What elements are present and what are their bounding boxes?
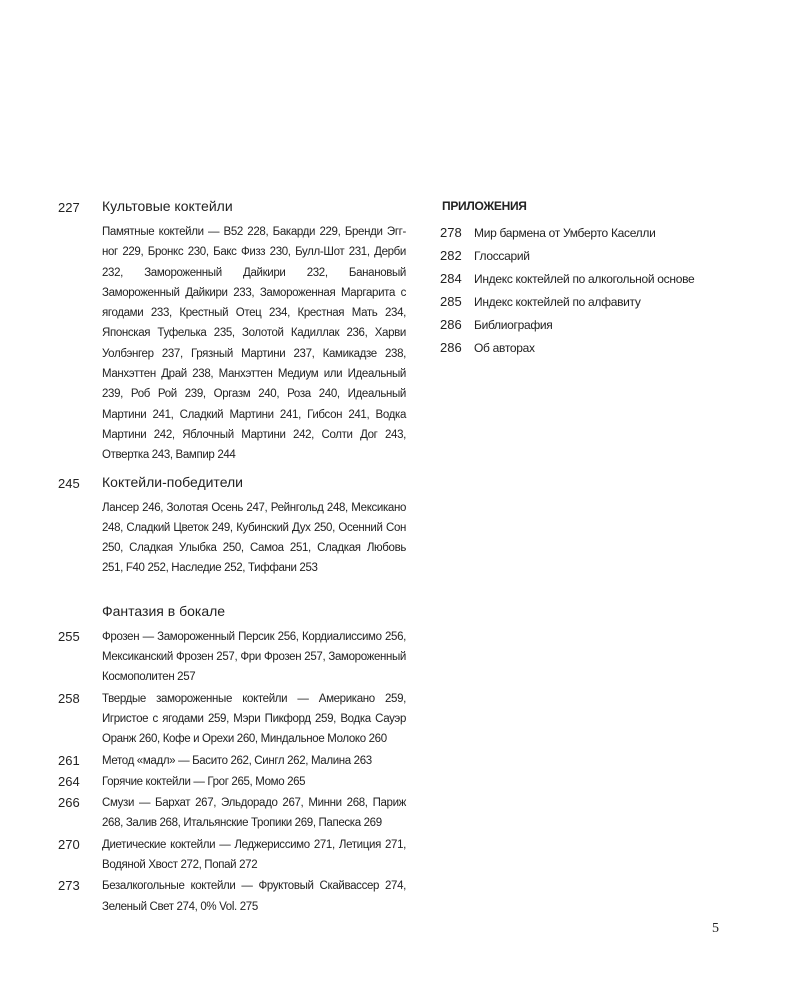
appendix-entry-text: Мир бармена от Умберто Каселли bbox=[474, 225, 656, 240]
toc-subentry bbox=[58, 751, 406, 771]
appendices-title: ПРИЛОЖЕНИЯ bbox=[442, 199, 527, 213]
toc-page-number: 286 bbox=[440, 316, 462, 332]
toc-section-cult-cocktails bbox=[58, 196, 406, 218]
toc-page-number: 261 bbox=[58, 752, 80, 768]
appendix-entry bbox=[440, 244, 760, 267]
appendix-entry-text: Об авторах bbox=[474, 340, 535, 355]
toc-page-number: 282 bbox=[440, 247, 462, 263]
toc-page-number: 227 bbox=[58, 200, 80, 215]
toc-page-number: 285 bbox=[440, 293, 462, 309]
toc-section-fantasy bbox=[58, 601, 406, 621]
toc-section-body: Лансер 246, Золотая Осень 247, Рейнгольд 248, Мексикано 248, Сладкий Цветок 249, Кубинский Дух 250, Осенний Сон 250, Сладкая Улыбка 250, Самоа 251, Сладкая Любовь 251, F40 252, Наследие 252, Тиффани 253 bbox=[102, 501, 406, 575]
toc-subentry bbox=[58, 627, 406, 688]
toc-subentry-text: Метод «мадл» — Басито 262, Сингл 262, Малина 263 bbox=[102, 754, 372, 767]
toc-subentry bbox=[58, 793, 406, 834]
appendix-entry bbox=[440, 267, 760, 290]
toc-subentry-text: Диетические коктейли — Леджериссимо 271, Летиция 271, Водяной Хвост 272, Попай 272 bbox=[102, 838, 406, 872]
toc-subentry bbox=[58, 835, 406, 876]
toc-subentry bbox=[58, 772, 406, 792]
toc-page-number: 266 bbox=[58, 795, 80, 811]
appendix-entry-text: Индекс коктейлей по алфавиту bbox=[474, 294, 641, 309]
appendix-entry-text: Индекс коктейлей по алкогольной основе bbox=[474, 271, 695, 286]
toc-subentry-text: Горячие коктейли — Грог 265, Момо 265 bbox=[102, 775, 306, 788]
toc-subentry-text: Смузи — Бархат 267, Эльдорадо 267, Минни 268, Париж 268, Залив 268, Итальянские Тропики 269, Папеска 269 bbox=[102, 797, 406, 830]
toc-page-number: 286 bbox=[440, 339, 462, 355]
toc-subentry-text: Фрозен — Замороженный Персик 256, Кордиалиссимо 256, Мексиканский Фрозен 257, Фри Фрозен 257, Замороженный Космополитен 257 bbox=[102, 630, 406, 684]
toc-page-number: 245 bbox=[58, 475, 80, 491]
toc-subentry bbox=[58, 876, 406, 917]
toc-subentry-text: Безалкогольные коктейли — Фруктовый Скайвассер 274, Зеленый Свет 274, 0% Vol. 275 bbox=[102, 880, 406, 913]
appendix-entry bbox=[440, 336, 760, 359]
page-number: 5 bbox=[712, 921, 719, 936]
appendix-entry bbox=[440, 221, 760, 244]
toc-page-number: 278 bbox=[440, 224, 462, 240]
toc-subentries bbox=[58, 627, 406, 917]
toc-right-column bbox=[440, 198, 760, 359]
toc-section-title: Коктейли-победители bbox=[102, 473, 243, 490]
toc-page-number: 284 bbox=[440, 270, 462, 286]
toc-section-title: Культовые коктейли bbox=[102, 198, 233, 214]
appendix-entry-text: Библиография bbox=[474, 317, 553, 332]
appendix-entry-text: Глоссарий bbox=[474, 248, 530, 263]
toc-section-winning-cocktails bbox=[58, 472, 406, 494]
toc-page-number: 258 bbox=[58, 690, 80, 706]
toc-subentry bbox=[58, 689, 406, 750]
toc-section-title: Фантазия в бокале bbox=[102, 602, 226, 619]
toc-page-number: 270 bbox=[58, 836, 80, 852]
toc-subentry-text: Твердые замороженные коктейли — Американо 259, Игристое с ягодами 259, Мэри Пикфорд 259, Водка Сауэр Оранж 260, Кофе и Орехи 260, Миндальное Молоко 260 bbox=[102, 692, 406, 746]
appendix-entry bbox=[440, 290, 760, 313]
toc-section-body: Памятные коктейли — B52 228, Бакарди 229, Бренди Эгг-ног 229, Бронкс 230, Бакс Физз 230, Булл-Шот 231, Дерби 232, Замороженный Дайкири 232, Банановый Замороженный Дайкири 233, Замороженная Маргарита с ягодами 233, Крестный Отец 234, Крестная Мать 234, Японская Туфелька 235, Золотой Кадиллак 236, Харви Уолбэнгер 237, Грязный Мартини 237, Камикадзе 238, Манхэттен Драй 238, Манхэттен Медиум или Идеальный 239, Роб Рой 239, Оргазм 240, Роза 240, Идеальный Мартини 241, Сладкий Мартини 241, Гибсон 241, Водка Мартини 242, Яблочный Мартини 242, Солти Дог 243, Отвертка 243, Вампир 244 bbox=[102, 226, 406, 462]
toc-page-number: 255 bbox=[58, 628, 80, 644]
appendix-entry bbox=[440, 313, 760, 336]
toc-left-column bbox=[58, 196, 406, 917]
toc-page-number: 264 bbox=[58, 773, 80, 789]
toc-page-number: 273 bbox=[58, 878, 80, 894]
